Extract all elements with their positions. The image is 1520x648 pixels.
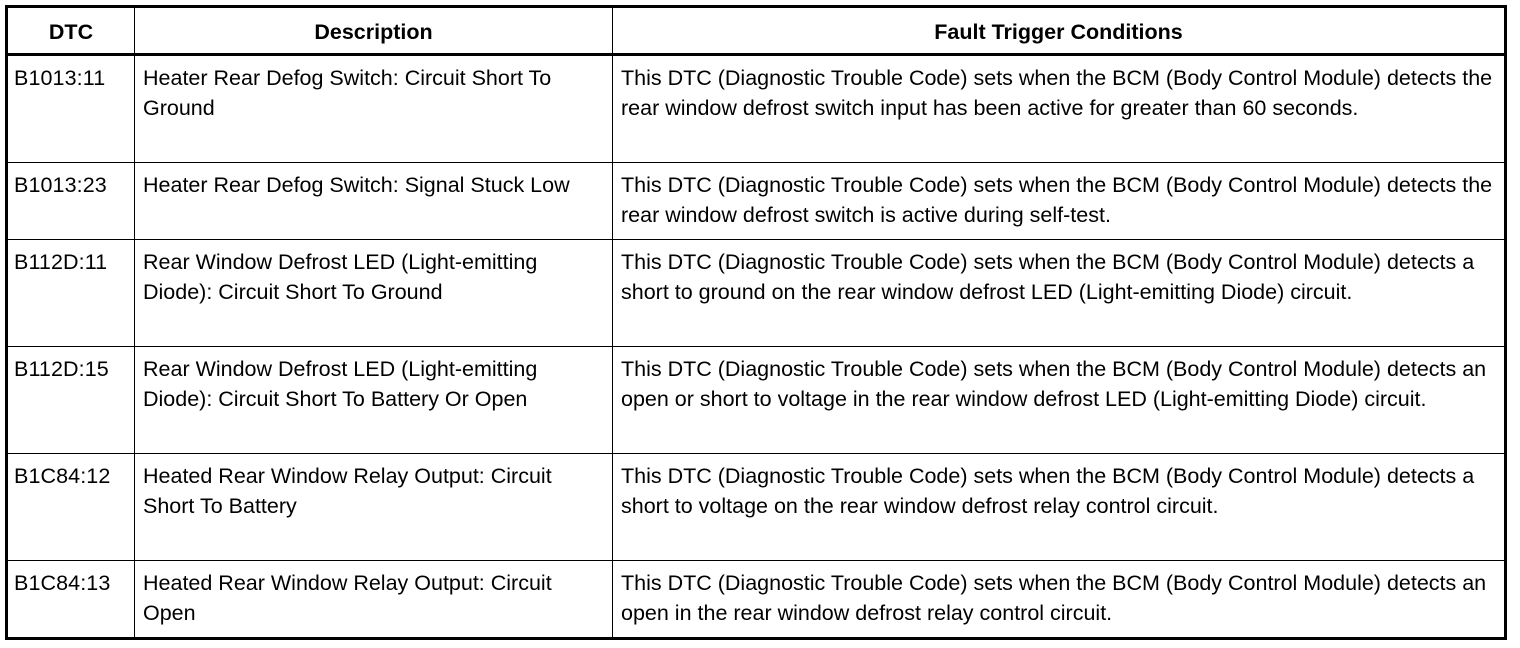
dtc-code-cell: B1013:11: [7, 55, 135, 163]
dtc-code-cell: B1013:23: [7, 163, 135, 240]
header-row: [7, 7, 1506, 55]
conditions-cell: This DTC (Diagnostic Trouble Code) sets when the BCM (Body Control Module) detects an open or short to voltage in the rear window defrost LED (Light-emitting Diode) circuit.: [613, 347, 1506, 454]
description-cell: Rear Window Defrost LED (Light-emitting Diode): Circuit Short To Ground: [135, 240, 613, 347]
dtc-table: [5, 5, 1507, 640]
dtc-code-cell: B112D:11: [7, 240, 135, 347]
description-cell: Heated Rear Window Relay Output: Circuit Short To Battery: [135, 454, 613, 561]
description-cell: Heated Rear Window Relay Output: Circuit Open: [135, 561, 613, 639]
dtc-code-cell: B1C84:13: [7, 561, 135, 639]
conditions-cell: This DTC (Diagnostic Trouble Code) sets when the BCM (Body Control Module) detects an open in the rear window defrost relay control circuit.: [613, 561, 1506, 639]
table-row: [7, 55, 1506, 163]
description-cell: Heater Rear Defog Switch: Circuit Short To Ground: [135, 55, 613, 163]
table-body: [7, 55, 1506, 639]
conditions-cell: This DTC (Diagnostic Trouble Code) sets when the BCM (Body Control Module) detects a short to voltage on the rear window defrost relay control circuit.: [613, 454, 1506, 561]
table-row: [7, 454, 1506, 561]
header-conditions: Fault Trigger Conditions: [613, 7, 1506, 55]
table-row: [7, 163, 1506, 240]
description-cell: Rear Window Defrost LED (Light-emitting Diode): Circuit Short To Battery Or Open: [135, 347, 613, 454]
table-row: [7, 347, 1506, 454]
conditions-cell: This DTC (Diagnostic Trouble Code) sets when the BCM (Body Control Module) detects a short to ground on the rear window defrost LED (Light-emitting Diode) circuit.: [613, 240, 1506, 347]
table-header: [7, 7, 1506, 55]
header-description: Description: [135, 7, 613, 55]
dtc-code-cell: B112D:15: [7, 347, 135, 454]
dtc-code-cell: B1C84:12: [7, 454, 135, 561]
conditions-cell: This DTC (Diagnostic Trouble Code) sets when the BCM (Body Control Module) detects the rear window defrost switch input has been active for greater than 60 seconds.: [613, 55, 1506, 163]
table-row: [7, 561, 1506, 639]
description-cell: Heater Rear Defog Switch: Signal Stuck Low: [135, 163, 613, 240]
header-dtc: DTC: [7, 7, 135, 55]
table-row: [7, 240, 1506, 347]
conditions-cell: This DTC (Diagnostic Trouble Code) sets when the BCM (Body Control Module) detects the rear window defrost switch is active during self-test.: [613, 163, 1506, 240]
